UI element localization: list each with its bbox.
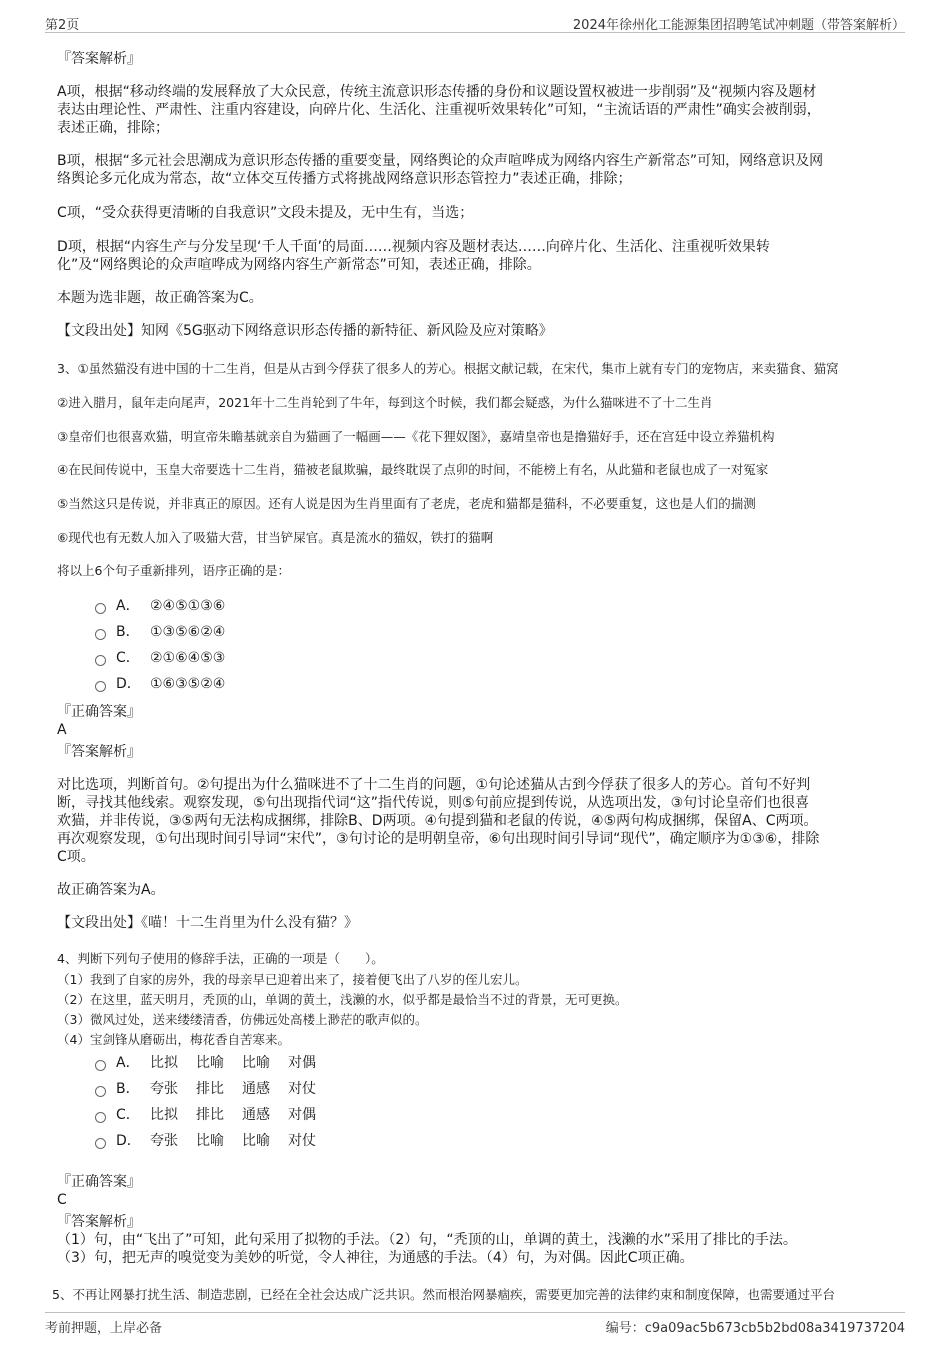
q4-sentence-2: （2）在这里，蓝天明月，秃顶的山，单调的黄土，浅濑的水，似乎都是最恰当不过的背景，无可更换。	[57, 992, 628, 1007]
radio-button[interactable]	[95, 655, 106, 666]
q3-analysis-label: 『答案解析』	[57, 744, 141, 760]
document-code: 编号：c9a09ac5b673cb5b2bd08a3419737204	[605, 1321, 905, 1336]
q3-source: 【文段出处】《喵！十二生肖里为什么没有猫？》	[57, 915, 358, 931]
q3-conclusion: 故正确答案为A。	[57, 882, 165, 898]
q4-analysis-line1: （1）句，由“飞出了”可知，此句采用了拟物的手法。（2）句，“秃顶的山，单调的黄土，浅濑的水”采用了排比的手法。	[57, 1232, 797, 1248]
q2-analysis-a-line1: A项，根据“移动终端的发展释放了大众民意，传统主流意识形态传播的身份和议题设置权被进一步削弱”及“视频内容及题材	[57, 84, 817, 100]
q4-analysis-label: 『答案解析』	[57, 1214, 141, 1230]
q4-analysis-line2: （3）句，把无声的嗅觉变为美妙的听觉，令人神往，为通感的手法。（4）句，为对偶。因此C项正确。	[57, 1250, 694, 1266]
q4-option-a[interactable]: A． 比拟 比喻 比喻 对偶	[95, 1054, 334, 1072]
q2-analysis-a-line3: 表述正确，排除；	[57, 120, 169, 136]
q2-analysis-label: 『答案解析』	[57, 51, 141, 67]
radio-button[interactable]	[95, 1060, 106, 1071]
document-title: 2024年徐州化工能源集团招聘笔试冲刺题（带答案解析）	[572, 18, 905, 33]
q3-sentence-4: ④在民间传说中，玉皇大帝要选十二生肖，猫被老鼠欺骗，最终耽误了点卯的时间，不能榜上有名，从此猫和老鼠也成了一对冤家	[57, 462, 769, 477]
q4-sentence-4: （4）宝剑锋从磨砺出，梅花香自苦寒来。	[57, 1032, 290, 1047]
q5-stem: 5、不再让网暴打扰生活、制造悲剧，已经在全社会达成广泛共识。然而根治网暴痼疾，需要更加完善的法律约束和制度保障，也需要通过平台	[52, 1287, 835, 1302]
footer-slogan: 考前押题，上岸必备	[45, 1321, 163, 1336]
q3-analysis-line2: 断，寻找其他线索。观察发现，⑤句出现指代词“这”指代传说，则⑤句前应提到传说，从选项出发，③句讨论皇帝们也很喜	[57, 795, 810, 811]
radio-button[interactable]	[95, 1086, 106, 1097]
q4-answer-label: 『正确答案』	[57, 1174, 141, 1190]
q4-answer: C	[57, 1192, 67, 1208]
page-header	[45, 10, 905, 33]
radio-button[interactable]	[95, 603, 106, 614]
q3-analysis-line5: C项。	[57, 849, 95, 865]
q3-analysis-line4: 再次观察发现，①句出现时间引导词“宋代”，③句讨论的是明朝皇帝，⑥句出现时间引导词“现代”，确定顺序为①③⑥，排除	[57, 831, 820, 847]
q3-sentence-5: ⑤当然这只是传说，并非真正的原因。还有人说是因为生肖里面有了老虎，老虎和猫都是猫科，不必要重复，这也是人们的揣测	[57, 496, 756, 511]
q4-option-d[interactable]: D． 夸张 比喻 比喻 对仗	[95, 1132, 334, 1150]
q3-option-a[interactable]: A． ②④⑤①③⑥	[95, 597, 225, 615]
q2-analysis-a-line2: 表达由理论性、严肃性、注重内容建设，向碎片化、生活化、注重视听效果转化”可知，“主流话语的严肃性”确实会被削弱，	[57, 102, 821, 118]
q4-option-b[interactable]: B． 夸张 排比 通感 对仗	[95, 1080, 334, 1098]
page-footer	[45, 1312, 905, 1335]
q3-sentence-3: ③皇帝们也很喜欢猫，明宣帝朱瞻基就亲自为猫画了一幅画——《花下狸奴图》，嘉靖皇帝也是撸猫好手，还在宫廷中设立养猫机构	[57, 429, 775, 444]
radio-button[interactable]	[95, 629, 106, 640]
q2-analysis-b-line1: B项，根据“多元社会思潮成为意识形态传播的重要变量，网络舆论的众声喧哗成为网络内容生产新常态”可知，网络意识及网	[57, 153, 824, 169]
q4-option-c[interactable]: C． 比拟 排比 通感 对偶	[95, 1106, 334, 1124]
q3-option-b[interactable]: B． ①③⑤⑥②④	[95, 623, 225, 641]
q4-stem: 4、判断下列句子使用的修辞手法，正确的一项是（ ）。	[57, 951, 384, 966]
q3-answer: A	[57, 722, 67, 738]
q4-sentence-1: （1）我到了自家的房外，我的母亲早已迎着出来了，接着便飞出了八岁的侄儿宏儿。	[57, 972, 528, 987]
q3-analysis-line1: 对比选项，判断首句。②句提出为什么猫咪进不了十二生肖的问题，①句论述猫从古到今俘获了很多人的芳心。首句不好判	[57, 777, 811, 793]
radio-button[interactable]	[95, 1138, 106, 1149]
q3-sentence-2: ②进入腊月，鼠年走向尾声，2021年十二生肖轮到了牛年，每到这个时候，我们都会疑惑，为什么猫咪进不了十二生肖	[57, 395, 713, 410]
page-number: 第2页	[45, 18, 80, 33]
q2-analysis-d-line1: D项，根据“内容生产与分发呈现‘千人千面’的局面……视频内容及题材表达……向碎片化、生活化、注重视听效果转	[57, 239, 770, 255]
q3-sentence-6: ⑥现代也有无数人加入了吸猫大营，甘当铲屎官。真是流水的猫奴，铁打的猫啊	[57, 530, 494, 545]
q2-analysis-c: C项，“受众获得更清晰的自我意识”文段未提及，无中生有，当选；	[57, 205, 474, 221]
q3-sentence-1: 3、①虽然猫没有进中国的十二生肖，但是从古到今俘获了很多人的芳心。根据文献记载，在宋代，集市上就有专门的宠物店，来卖猫食、猫窝	[57, 361, 839, 376]
q2-conclusion: 本题为选非题，故正确答案为C。	[57, 290, 263, 306]
q2-analysis-b-line2: 络舆论多元化成为常态，故“立体交互传播方式将挑战网络意识形态管控力”表述正确，排除；	[57, 171, 632, 187]
q3-analysis-line3: 欢猫，并非传说，③⑤两句无法构成捆绑，排除B、D两项。④句提到猫和老鼠的传说，④⑤两句构成捆绑，保留A、C两项。	[57, 813, 818, 829]
q3-option-c[interactable]: C． ②①⑥④⑤③	[95, 649, 225, 667]
q3-answer-label: 『正确答案』	[57, 704, 141, 720]
q4-sentence-3: （3）微风过处，送来缕缕清香，仿佛远处高楼上渺茫的歌声似的。	[57, 1012, 428, 1027]
q2-analysis-d-line2: 化”及“网络舆论的众声喧哗成为网络内容生产新常态”可知，表述正确，排除。	[57, 257, 541, 273]
q3-prompt: 将以上6个句子重新排列，语序正确的是：	[57, 563, 290, 578]
radio-button[interactable]	[95, 1112, 106, 1123]
q2-source: 【文段出处】知网《5G驱动下网络意识形态传播的新特征、新风险及应对策略》	[57, 323, 553, 339]
q3-option-d[interactable]: D． ①⑥③⑤②④	[95, 675, 225, 693]
radio-button[interactable]	[95, 681, 106, 692]
